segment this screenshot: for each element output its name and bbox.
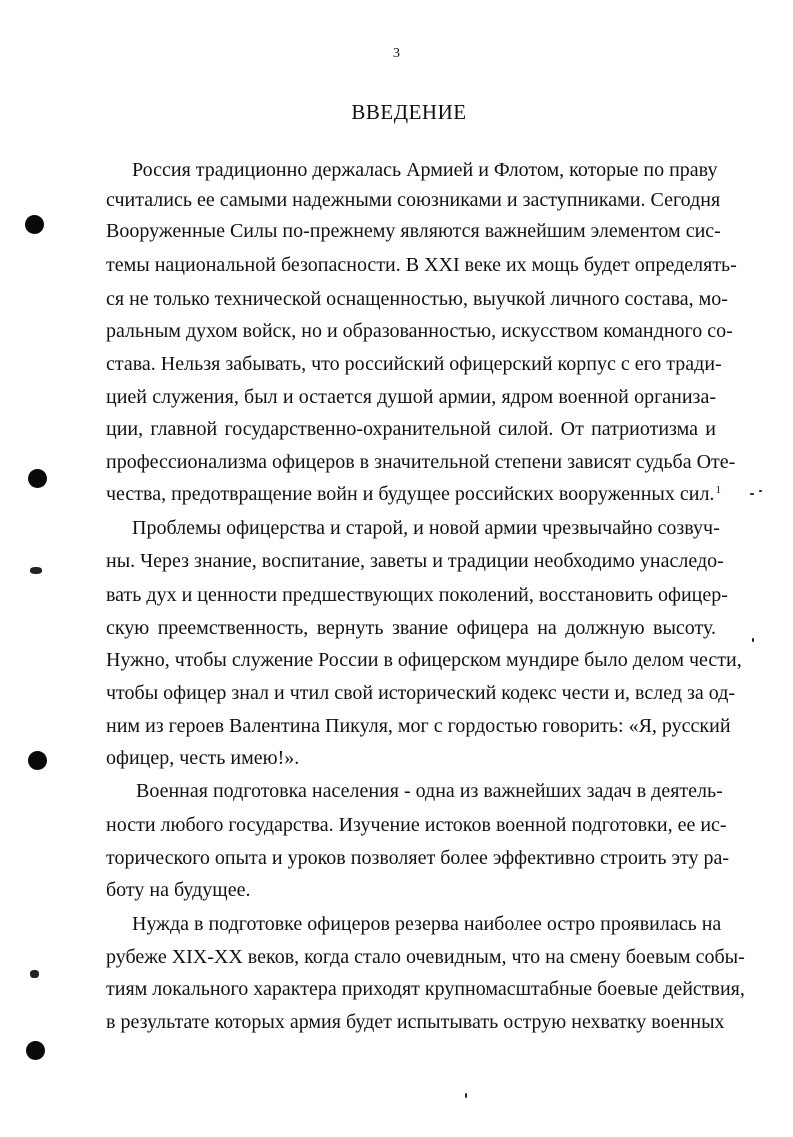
page-number: 3: [393, 46, 400, 61]
scan-speck: [750, 493, 754, 495]
text-line: Нужно, чтобы служение России в офицерском мундире было делом чести,: [106, 649, 742, 671]
text-line: темы национальной безопасности. В XXI веке их мощь будет определять-: [106, 254, 737, 276]
text-line: боту на будущее.: [106, 879, 251, 901]
text-line: вать дух и ценности предшествующих поколений, восстановить офицер-: [106, 584, 728, 606]
text-line: ся не только технической оснащенностью, выучкой личного состава, мо-: [106, 288, 728, 310]
text-line: считались ее самыми надежными союзниками и заступниками. Сегодня: [106, 189, 721, 211]
text-line: ним из героев Валентина Пикуля, мог с гордостью говорить: «Я, русский: [106, 715, 731, 737]
text-line: ции, главной государственно-охранительной силой. От патриотизма и: [106, 418, 716, 440]
binder-hole: [28, 751, 47, 770]
text-line: ральным духом войск, но и образованностью, искусством командного со-: [106, 320, 733, 342]
text-line: става. Нельзя забывать, что российский офицерский корпус с его тради-: [106, 353, 722, 375]
text-line: офицер, честь имею!».: [106, 747, 300, 769]
text-line: рубеже XIX-XX веков, когда стало очевидным, что на смену боевым собы-: [106, 946, 745, 968]
text-line: Россия традиционно держалась Армией и Флотом, которые по праву: [132, 159, 718, 181]
text-line: профессионализма офицеров в значительной степени зависят судьба Оте-: [106, 451, 736, 473]
footnote-marker[interactable]: 1: [715, 484, 721, 496]
binder-hole: [28, 469, 47, 488]
text-line: ности любого государства. Изучение истоков военной подготовки, ее ис-: [106, 814, 727, 836]
text-line: Военная подготовка населения - одна из важнейших задач в деятель-: [136, 780, 723, 802]
scan-speck: [465, 1093, 467, 1098]
binder-hole: [26, 1041, 45, 1060]
scan-speck: [759, 490, 762, 492]
page-title: ВВЕДЕНИЕ: [351, 100, 467, 124]
text-line: Нужда в подготовке офицеров резерва наиболее остро проявилась на: [132, 913, 722, 935]
scan-speck: [30, 970, 39, 978]
text-line: в результате которых армия будет испытывать острую нехватку военных: [106, 1011, 725, 1033]
binder-hole: [25, 215, 44, 234]
text-line-with-footnote: [106, 479, 721, 509]
scan-speck: [752, 638, 754, 642]
text-line: чества, предотвращение войн и будущее российских вооруженных сил.: [106, 483, 715, 505]
text-line: чтобы офицер знал и чтил свой исторический кодекс чести и, вслед за од-: [106, 682, 736, 704]
text-line: цией служения, был и остается душой армии, ядром военной организа-: [106, 386, 716, 408]
scan-speck: [30, 567, 42, 574]
text-line: Вооруженные Силы по-прежнему являются важнейшим элементом сис-: [106, 220, 721, 242]
text-line: торического опыта и уроков позволяет более эффективно строить эту ра-: [106, 847, 730, 869]
text-line: ны. Через знание, воспитание, заветы и традиции необходимо унаследо-: [106, 550, 724, 572]
text-line: скую преемственность, вернуть звание офицера на должную высоту.: [106, 617, 716, 639]
text-line: Проблемы офицерства и старой, и новой армии чрезвычайно созвуч-: [132, 517, 720, 539]
text-line: тиям локального характера приходят крупномасштабные боевые действия,: [106, 978, 745, 1000]
